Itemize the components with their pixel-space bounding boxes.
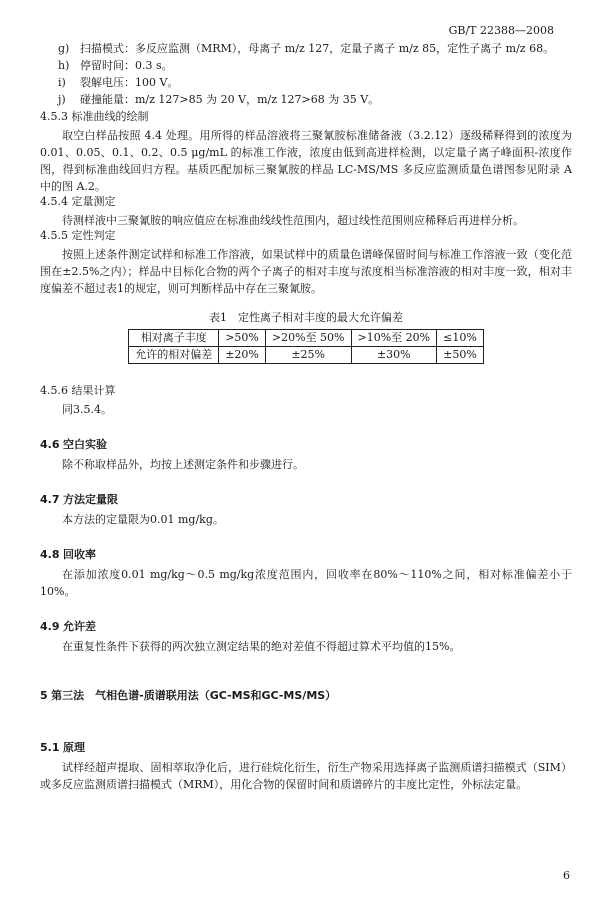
table-cell: ±20%	[219, 347, 266, 364]
table-cell: ±30%	[351, 347, 437, 364]
section-heading-4-5-3: 4.5.3 标准曲线的绘制	[40, 110, 149, 123]
section-number: 4.8	[40, 548, 60, 561]
section-number: 4.9	[40, 620, 60, 633]
list-item-text: 停留时间：0.3 s。	[80, 59, 173, 72]
table-cell: >10%至 20%	[351, 330, 437, 347]
section-title-text: 允许差	[63, 620, 96, 633]
table-caption: 表1 定性离子相对丰度的最大允许偏差	[209, 311, 403, 324]
table-row	[129, 330, 484, 347]
section-title-4-7	[40, 493, 572, 511]
list-item-text: 碰撞能量：m/z 127>85 为 20 V，m/z 127>68 为 35 V。	[80, 93, 380, 106]
table-cell: ≤10%	[437, 330, 484, 347]
section-number: 4.7	[40, 493, 60, 506]
chapter-title-text: 第三法 气相色谱-质谱联用法（GC-MS和GC-MS/MS）	[51, 689, 337, 702]
list-item-i	[40, 76, 572, 93]
table-cell: ±25%	[265, 347, 351, 364]
list-item-j	[40, 93, 572, 110]
list-item-text: 裂解电压：100 V。	[80, 76, 179, 89]
section-title-4-9	[40, 620, 572, 638]
section-title-4-6	[40, 438, 572, 456]
section-body-4-5-4: 待测样液中三聚氰胺的响应值应在标准曲线线性范围内，超过线性范围则应稀释后再进样分析。	[62, 214, 524, 227]
list-item-text: 扫描模式：多反应监测（MRM），母离子 m/z 127，定量子离子 m/z 85，定性子离子 m/z 68。	[80, 42, 555, 55]
table-row-label: 允许的相对偏差	[129, 347, 219, 364]
table-cell: >50%	[219, 330, 266, 347]
section-heading-4-5-4: 4.5.4 定量测定	[40, 195, 116, 208]
section-body-4-5-5: 按照上述条件测定试样和标准工作溶液，如果试样中的质量色谱峰保留时间与标准工作溶液一致（变化范围在±2.5%之内）；样品中目标化合物的两个子离子的相对丰度与浓度相当标准溶液的相对丰度一致，相对丰度偏差不超过表1的规定，则可判断样品中存在三聚氰胺。	[40, 248, 572, 295]
section-body-4-9: 在重复性条件下获得的两次独立测定结果的绝对差值不得超过算术平均值的15%。	[62, 640, 461, 653]
section-heading-4-5-5: 4.5.5 定性判定	[40, 229, 116, 242]
section-title-5-1	[40, 741, 572, 759]
section-title-text: 空白实验	[63, 438, 107, 451]
section-heading-4-5-6: 4.5.6 结果计算	[40, 384, 116, 397]
chapter-number: 5	[40, 689, 48, 702]
table-row	[129, 347, 484, 364]
list-item-g	[40, 42, 572, 59]
list-item-label: i)	[58, 76, 66, 89]
table-cell: ±50%	[437, 347, 484, 364]
list-item-label: j)	[58, 93, 66, 106]
list-item-label: h)	[58, 59, 70, 72]
standard-code: GB/T 22388—2008	[448, 24, 554, 37]
section-title-text: 原理	[63, 741, 85, 754]
section-title-text: 回收率	[63, 548, 96, 561]
section-title-4-8	[40, 548, 572, 566]
page-content	[40, 42, 572, 793]
tolerance-table	[128, 329, 484, 364]
table-row-label: 相对离子丰度	[129, 330, 219, 347]
section-body-4-7: 本方法的定量限为0.01 mg/kg。	[62, 513, 224, 526]
section-body-4-5-3: 取空白样品按照 4.4 处理。用所得的样品溶液将三聚氰胺标准储备液（3.2.12）逐级稀释得到的浓度为 0.01、0.05、0.1、0.2、0.5 μg/mL 的标准工作液，浓度由低到高进样检测，以定量子离子峰面积-浓度作图，得到标准曲线回归方程。基质匹配加标三聚氰胺的样品 LC-MS/MS 多反应监测质量色谱图参见附录 A 中的图 A.2。	[40, 129, 572, 193]
section-body-4-6: 除不称取样品外，均按上述测定条件和步骤进行。	[62, 458, 304, 471]
section-body-4-5-6: 同3.5.4。	[62, 403, 112, 416]
list-item-h	[40, 59, 572, 76]
section-number: 5.1	[40, 741, 60, 754]
table-cell: >20%至 50%	[265, 330, 351, 347]
list-item-label: g)	[58, 42, 70, 55]
section-body-5-1: 试样经超声提取、固相萃取净化后，进行硅烷化衍生，衍生产物采用选择离子监测质谱扫描模式（SIM）或多反应监测质谱扫描模式（MRM），用化合物的保留时间和质谱碎片的丰度比定性，外标法定量。	[40, 761, 572, 791]
chapter-title-5	[40, 689, 572, 707]
section-number: 4.6	[40, 438, 60, 451]
section-title-text: 方法定量限	[63, 493, 118, 506]
section-body-4-8: 在添加浓度0.01 mg/kg～0.5 mg/kg浓度范围内，回收率在80%～110%之间，相对标准偏差小于10%。	[40, 568, 572, 598]
page-number: 6	[563, 869, 570, 883]
